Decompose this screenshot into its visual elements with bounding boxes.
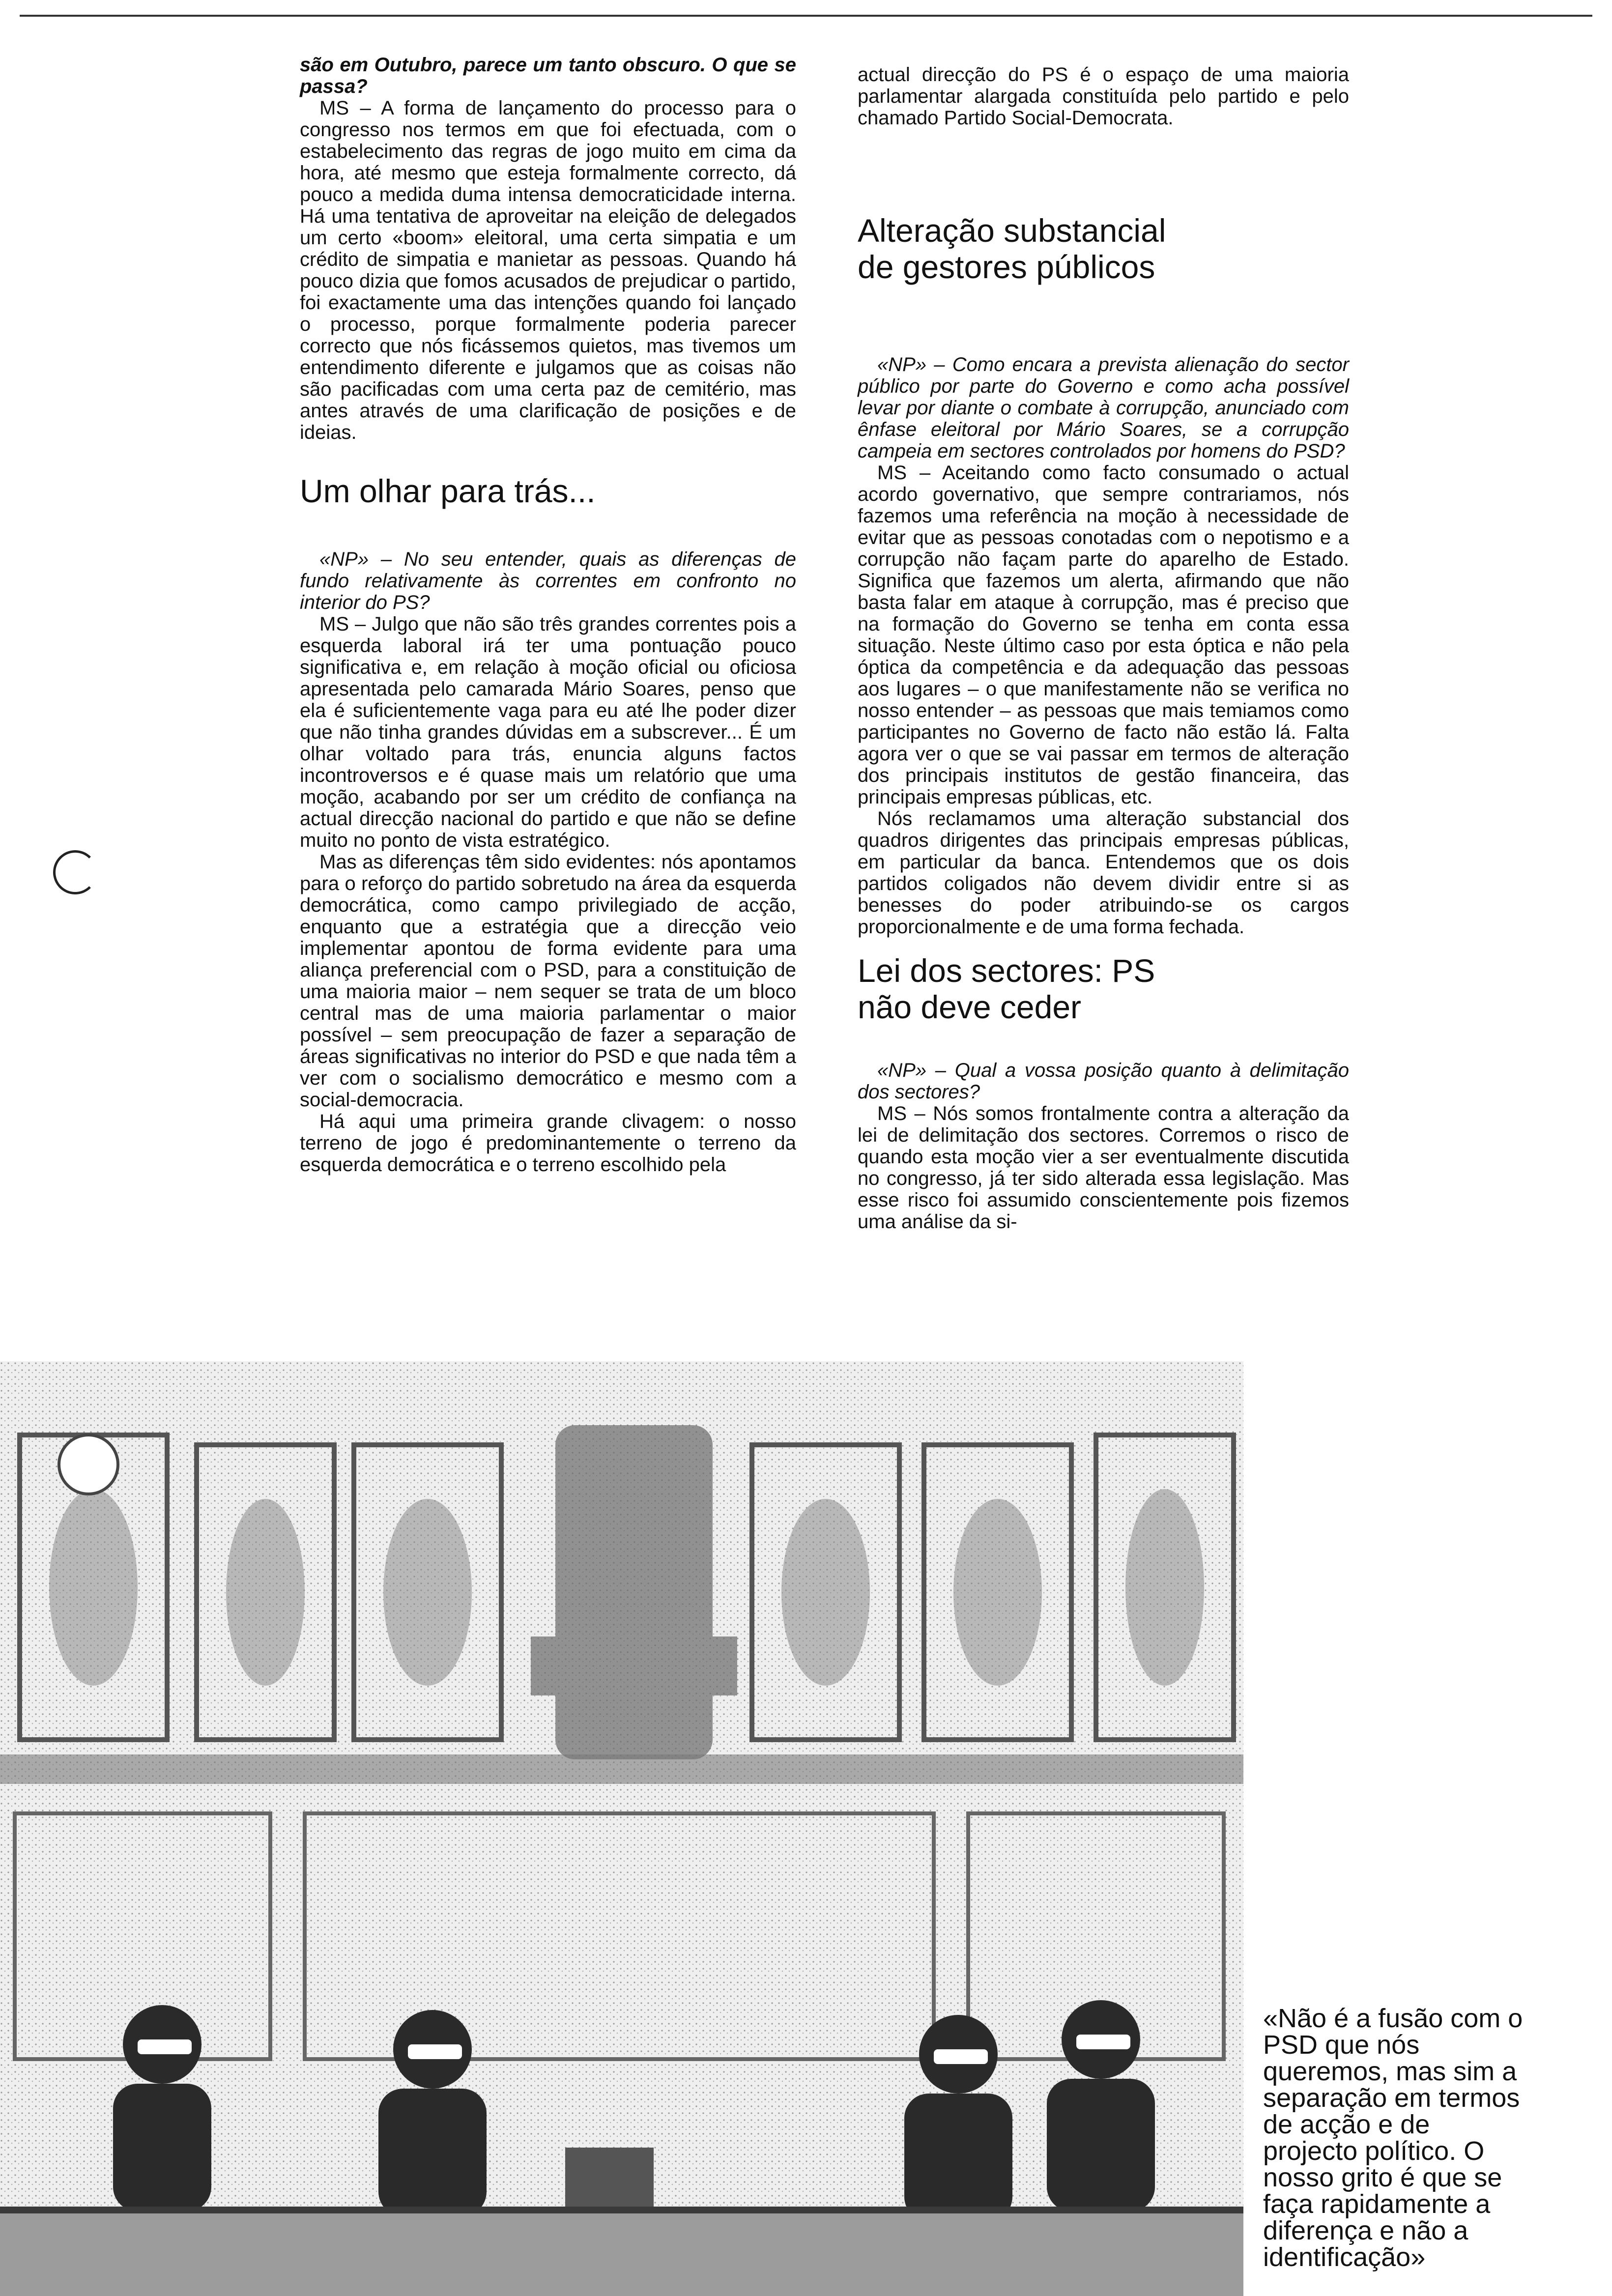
section-heading-sectores: Lei dos sectores: PS não deve ceder [858, 952, 1155, 1025]
section-heading-gestores: Alteração substancial de gestores públicos [858, 212, 1166, 285]
section-heading-olhar: Um olhar para trás... [300, 473, 596, 509]
top-rule [20, 15, 1592, 17]
question-correntes: «NP» – No seu entender, quais as diferenças de fundo relativamente às correntes em confronto no interior do PS? [300, 548, 796, 613]
lead-question: são em Outubro, parece um tanto obscuro. O que se passa? [300, 54, 796, 97]
photo-illustration [0, 1361, 1243, 2296]
pull-quote: «Não é a fusão com o PSD que nós queremos, mas sim a separação em termos de acção e de projecto político. O nosso grito é que se faça rapidamente a diferença e não a identificação» [1263, 2004, 1523, 2272]
answer-corrupcao: MS – Aceitando como facto consumado o actual acordo governativo, que sempre contrariamos, nós fazemos uma referência na moção à necessidade de evitar que as pessoas conotadas com o nepotismo e a corrupção não façam parte do aparelho de Estado. Significa que fazemos um alerta, afirmando que não basta falar em ataque à corrupção, mas é preciso que na formação do Governo se tenha em conta essa situação. Neste último caso por esta óptica e não pela óptica da competência e da adequação das pessoas aos lugares – o que manifestamente não se verifica no nosso entender – as pessoas que mais temiamos como participantes no Governo de facto não estão lá. Falta agora ver o que se vai passar em termos de alteração dos principais institutos de gestão financeira, das principais empresas públicas, etc. [858, 462, 1349, 808]
intro-paragraph: actual direcção do PS é o espaço de uma maioria parlamentar alargada constituída pelo partido e pelo chamado Partido Social-Democrata. [858, 64, 1349, 129]
right-column [858, 64, 1349, 1233]
margin-mark [53, 850, 97, 894]
photo-panel [0, 1361, 1243, 2296]
answer-delimitacao: MS – Nós somos frontalmente contra a alteração da lei de delimitação dos sectores. Corremos o risco de quando esta moção vier a ser eventualmente discutida no congresso, já ter sido alterada essa legislação. Mas esse risco foi assumido conscientemente pois fizemos uma análise da si- [858, 1103, 1349, 1233]
answer-quadros: Nós reclamamos uma alteração substancial dos quadros dirigentes das principais empresas públicas, em particular da banca. Entendemos que os dois partidos coligados não devem dividir entre si as benesses do poder atribuindo-se os cargos proporcionalmente e de uma forma fechada. [858, 808, 1349, 938]
left-column [300, 54, 796, 1176]
answer-correntes: MS – Julgo que não são três grandes correntes pois a esquerda laboral irá ter uma pontuação pouco significativa e, em relação à moção oficial ou oficiosa apresentada pelo camarada Mário Soares, penso que ela é suficientemente vaga para eu até lhe poder dizer que não tinha grandes dúvidas em a subscrever... É um olhar voltado para trás, enuncia alguns factos incontroversos e é quase mais um relatório que uma moção, acabando por ser um crédito de confiança na actual direcção nacional do partido e que não se define muito no ponto de vista estratégico. [300, 613, 796, 851]
lead-answer: MS – A forma de lançamento do processo para o congresso nos termos em que foi efectuada, com o estabelecimento das regras de jogo muito em cima da hora, até mesmo que esteja formalmente correcto, dá pouco a medida duma intensa democraticidade interna. Há uma tentativa de aproveitar na eleição de delegados um certo «boom» eleitoral, uma certa simpatia e um crédito de simpatia e manietar as pessoas. Quando há pouco dizia que fomos acusados de prejudicar o partido, foi exactamente uma das intenções quando foi lançado o processo, porque formalmente poderia parecer correcto que nós ficássemos quietos, mas tivemos um entendimento diferente e julgamos que as coisas não são pacificadas com uma certa paz de cemitério, mas antes através de uma clarificação de posições e de ideias. [300, 97, 796, 443]
question-alienacao: «NP» – Como encara a prevista alienação do sector público por parte do Governo e como acha possível levar por diante o combate à corrupção, anunciado com ênfase eleitoral por Mário Soares, se a corrupção campeia em sectores controlados por homens do PSD? [858, 354, 1349, 462]
answer-diferencas: Mas as diferenças têm sido evidentes: nós apontamos para o reforço do partido sobretudo na área da esquerda democrática, como campo privilegiado de acção, enquanto que a estratégia que a direcção veio implementar apontou de forma evidente para uma aliança preferencial com o PSD, para a constituição de uma maioria maior – nem sequer se trata de um bloco central mas de uma maioria parlamentar o maior possível – sem preocupação de fazer a separação de áreas significativas no interior do PSD e que nada têm a ver com o socialismo democrático e mesmo com a social-democracia. [300, 851, 796, 1111]
question-delimitacao: «NP» – Qual a vossa posição quanto à delimitação dos sectores? [858, 1060, 1349, 1103]
answer-clivagem: Há aqui uma primeira grande clivagem: o nosso terreno de jogo é predominantemente o terreno da esquerda democrática e o terreno escolhido pela [300, 1111, 796, 1176]
